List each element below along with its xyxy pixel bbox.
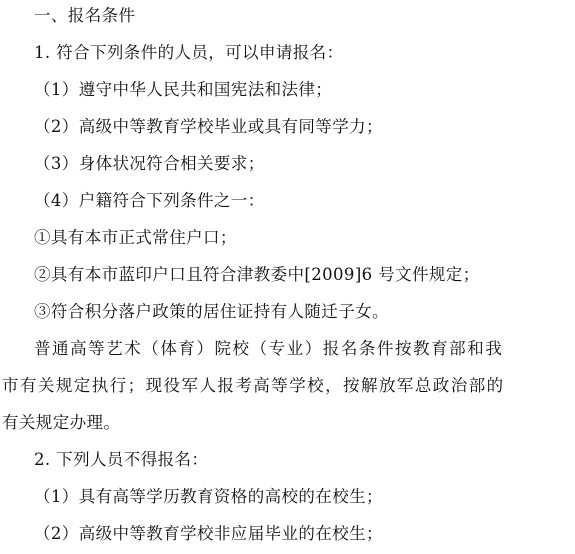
residence-option-1: ①具有本市正式常住户口； (34, 228, 237, 247)
residence-option-3: ③符合积分落户政策的居住证持有人随迁子女。 (34, 302, 389, 321)
item-1-heading: 1. 符合下列条件的人员，可以申请报名： (34, 43, 344, 62)
section-heading: 一、报名条件 (34, 6, 136, 25)
condition-4: （4）户籍符合下列条件之一： (34, 191, 265, 210)
condition-3: （3）身体状况符合相关要求； (34, 154, 265, 173)
item-2-heading: 2. 下列人员不得报名： (34, 450, 209, 469)
paragraph-line-3: 有关规定办理。 (2, 413, 121, 432)
exclusion-1: （1）具有高等学历教育资格的高校的在校生； (34, 487, 383, 506)
condition-2: （2）高级中等教育学校毕业或具有同等学力； (34, 117, 383, 136)
residence-option-2: ②具有本市蓝印户口且符合津教委中[2009]6 号文件规定； (34, 265, 480, 284)
exclusion-2: （2）高级中等教育学校非应届毕业的在校生； (34, 524, 383, 543)
paragraph-line-2: 市有关规定执行；现役军人报考高等学校，按解放军总政治部的 (2, 376, 505, 395)
paragraph-line-1: 普通高等艺术（体育）院校（专业）报名条件按教育部和我 (34, 339, 504, 358)
condition-1: （1）遵守中华人民共和国宪法和法律； (34, 80, 333, 99)
